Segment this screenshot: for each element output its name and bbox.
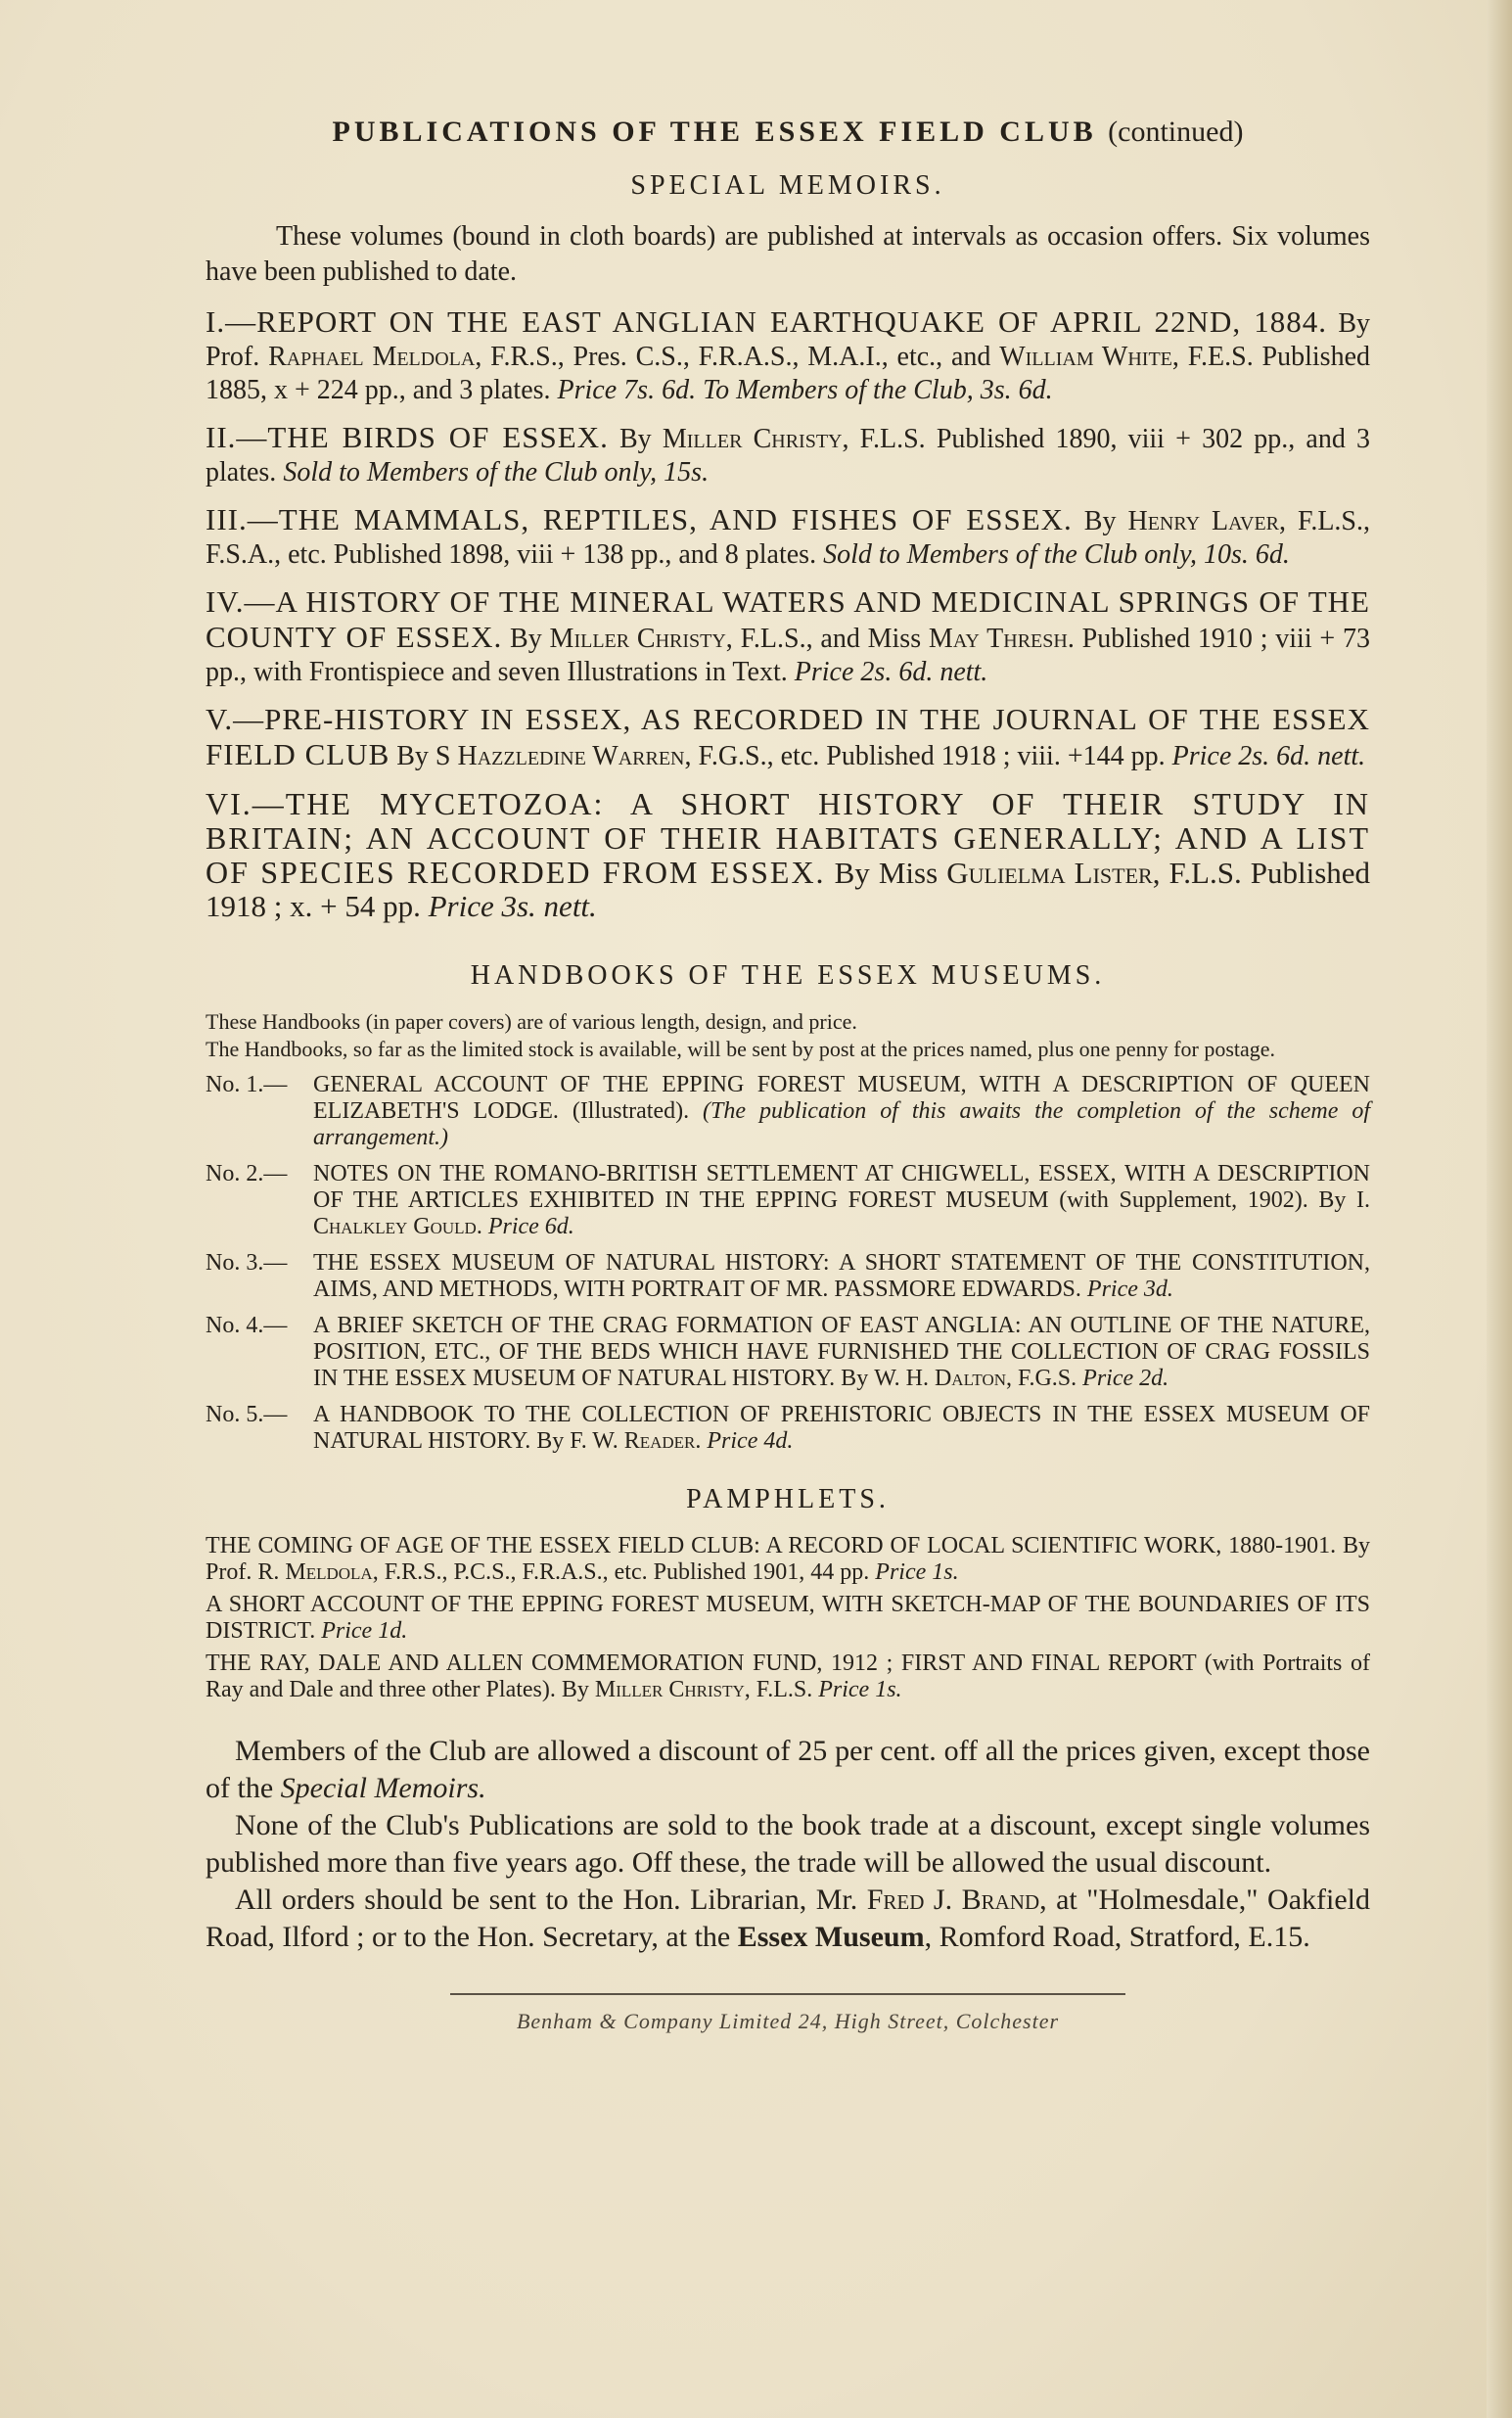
running-head-title: PUBLICATIONS OF THE ESSEX FIELD CLUB (332, 116, 1097, 148)
handbooks-title: HANDBOOKS OF THE ESSEX MUSEUMS. (470, 960, 1106, 991)
footer-rule (450, 1993, 1125, 1995)
pamphlet-item: THE RAY, DALE AND ALLEN COMMEMORATION FUND, 1912 ; FIRST AND FINAL REPORT (with Portraits of Ray and Dale and three other Plates). By Miller Christy, F.L.S. Price 1s. (206, 1651, 1370, 1702)
handbook-item: No. 1.— GENERAL ACCOUNT OF THE EPPING FOREST MUSEUM, WITH A DESCRIPTION OF QUEEN ELIZABETH'S LODGE. (Illustrated). (The publication of this awaits the completion of the scheme of arrangement.) (206, 1072, 1370, 1150)
discount-note: Members of the Club are allowed a discount of 25 per cent. off all the prices given, except those of the Special Memoirs. (206, 1735, 1370, 1804)
memoir-item: IV.—A HISTORY OF THE MINERAL WATERS AND MEDICINAL SPRINGS OF THE COUNTY OF ESSEX. By Miller Christy, F.L.S., and Miss May Thresh. Published 1910 ; viii + 73 pp., with Frontispiece and seven Illustrations in Text. Price 2s. 6d. nett. (206, 584, 1371, 687)
memoir-item: VI.—THE MYCETOZOA: A SHORT HISTORY OF THEIR STUDY IN BRITAIN; AN ACCOUNT OF THEIR HABITATS GENERALLY; AND A LIST OF SPECIES RECORDED FROM ESSEX. By Miss Gulielma Lister, F.L.S. Published 1918 ; x. + 54 pp. Price 3s. nett. (206, 786, 1371, 923)
memoir-item: V.—PRE-HISTORY IN ESSEX, AS RECORDED IN THE JOURNAL OF THE ESSEX FIELD CLUB By S Hazzledine Warren, F.G.S., etc. Published 1918 ; viii. +144 pp. Price 2s. 6d. nett. (206, 702, 1370, 771)
memoir-item: II.—THE BIRDS OF ESSEX. By Miller Christy, F.L.S. Published 1890, viii + 302 pp., and 3 plates. Sold to Members of the Club only, 15s. (206, 420, 1370, 488)
pamphlet-item: A SHORT ACCOUNT OF THE EPPING FOREST MUSEUM, WITH SKETCH-MAP OF THE BOUNDARIES OF ITS DISTRICT. Price 1d. (206, 1592, 1370, 1644)
special-memoirs-intro: These volumes (bound in cloth boards) are published at intervals as occasion offers. Six volumes have been published to date. (206, 221, 1370, 287)
running-head-suffix: (continued) (1108, 116, 1244, 148)
trade-note: None of the Club's Publications are sold to the book trade at a discount, except single volumes published more than five years ago. Off these, the trade will be allowed the usual discount. (206, 1809, 1370, 1879)
special-memoirs-title: SPECIAL MEMOIRS. (630, 170, 945, 201)
memoir-item: III.—THE MAMMALS, REPTILES, AND FISHES OF ESSEX. By Henry Laver, F.L.S., F.S.A., etc. Published 1898, viii + 138 pp., and 8 plates. Sold to Members of the Club only, 10s. 6d. (206, 502, 1371, 570)
handbook-item: No. 2.— NOTES ON THE ROMANO-BRITISH SETTLEMENT AT CHIGWELL, ESSEX, WITH A DESCRIPTION OF THE ARTICLES EXHIBITED IN THE EPPING FOREST MUSEUM (with Supplement, 1902). By I. Chalkley Gould. Price 6d. (206, 1161, 1370, 1239)
pamphlet-item: THE COMING OF AGE OF THE ESSEX FIELD CLUB: A RECORD OF LOCAL SCIENTIFIC WORK, 1880-1901. By Prof. R. Meldola, F.R.S., P.C.S., F.R.A.S., etc. Published 1901, 44 pp. Price 1s. (206, 1533, 1370, 1585)
handbook-item: No. 3.— THE ESSEX MUSEUM OF NATURAL HISTORY: A SHORT STATEMENT OF THE CONSTITUTION, AIMS, AND METHODS, WITH PORTRAIT OF MR. PASSMORE EDWARDS. Price 3d. (206, 1250, 1370, 1302)
running-head (206, 116, 1370, 149)
handbooks-intro: The Handbooks, so far as the limited stock is available, will be sent by post at the prices named, plus one penny for postage. (206, 1037, 1276, 1061)
handbooks-intro: These Handbooks (in paper covers) are of various length, design, and price. (206, 1009, 857, 1034)
closing-notes (206, 1733, 1370, 1956)
page-edge (1487, 0, 1512, 2418)
handbook-item: No. 5.— A HANDBOOK TO THE COLLECTION OF PREHISTORIC OBJECTS IN THE ESSEX MUSEUM OF NATURAL HISTORY. By F. W. Reader. Price 4d. (206, 1402, 1370, 1454)
pamphlets-title: PAMPHLETS. (686, 1484, 890, 1514)
printer-imprint: Benham & Company Limited 24, High Street, Colchester (516, 2009, 1060, 2033)
memoir-item: I.—REPORT ON THE EAST ANGLIAN EARTHQUAKE OF APRIL 22ND, 1884. By Prof. Raphael Meldola, F.R.S., Pres. C.S., F.R.A.S., M.A.I., etc., and William White, F.E.S. Published 1885, x + 224 pp., and 3 plates. Price 7s. 6d. To Members of the Club, 3s. 6d. (206, 304, 1370, 405)
handbook-item: No. 4.— A BRIEF SKETCH OF THE CRAG FORMATION OF EAST ANGLIA: AN OUTLINE OF THE NATURE, POSITION, ETC., OF THE BEDS WHICH HAVE FURNISHED THE COLLECTION OF CRAG FOSSILS IN THE ESSEX MUSEUM OF NATURAL HISTORY. By W. H. Dalton, F.G.S. Price 2d. (206, 1313, 1370, 1391)
orders-note: All orders should be sent to the Hon. Librarian, Mr. Fred J. Brand, at "Holmesdale," Oakfield Road, Ilford ; or to the Hon. Secretary, at the Essex Museum, Romford Road, Stratford, E.15. (206, 1883, 1370, 1953)
document-body (206, 116, 1370, 2034)
